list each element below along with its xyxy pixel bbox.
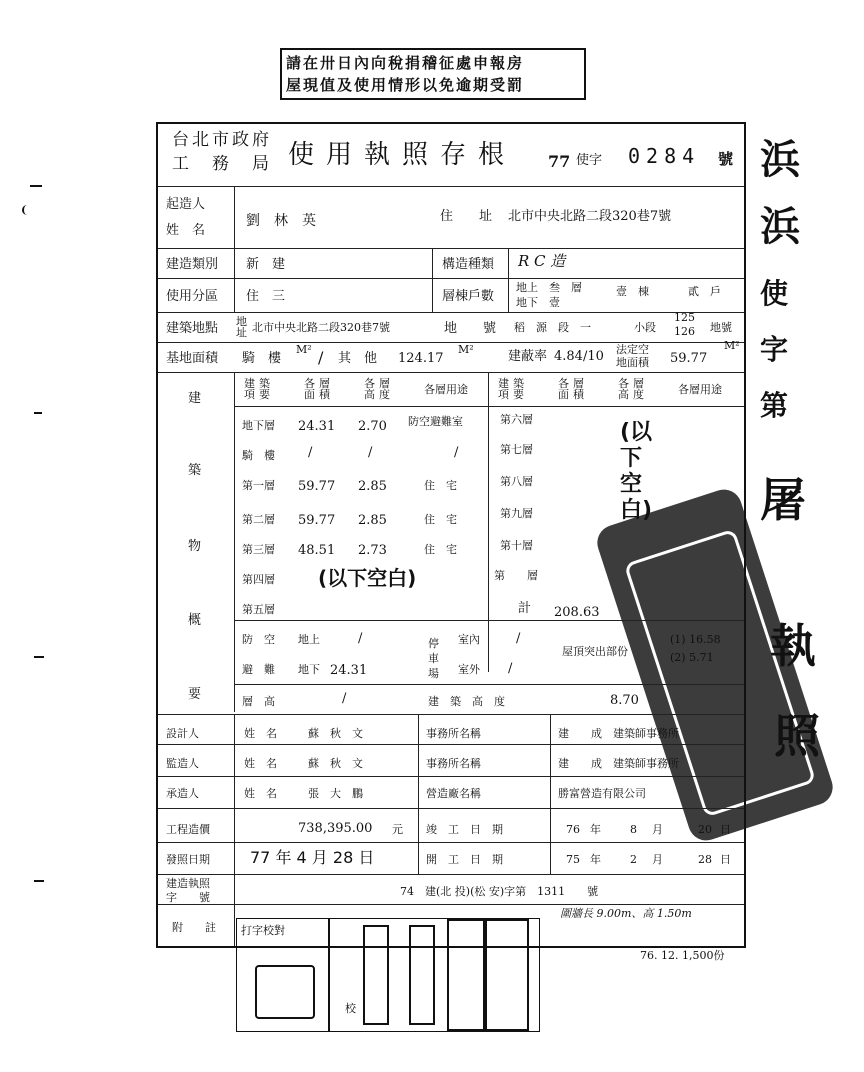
tax-notice-stamp xyxy=(280,48,586,100)
form-title: 使用執照存根 xyxy=(288,140,517,170)
remark-text: 圍牆長 9.00m、高 1.50m xyxy=(560,907,692,920)
cost-unit: 元 xyxy=(392,823,403,836)
label-office: 營造廠名稱 xyxy=(426,787,481,800)
floor-height-value: / xyxy=(342,691,347,706)
label-shelter-below: 地下 xyxy=(298,663,320,676)
floor-use: / xyxy=(454,445,459,460)
floors-above: 地上 叁 層 xyxy=(516,281,582,294)
arcade-area: / xyxy=(318,348,324,367)
seal-stamp-2 xyxy=(409,925,435,1025)
floor-label: 第三層 xyxy=(242,543,275,556)
office-name: 建 成 建築師事務所 xyxy=(558,727,679,740)
serial-label: 使字 xyxy=(576,153,603,168)
col-area: 各層面積 xyxy=(304,377,334,401)
col-items: 建築項要 xyxy=(244,377,274,401)
right-margin-text xyxy=(760,128,820,560)
notice-line-1: 請在卅日內向稅捐稽征處申報房 xyxy=(286,54,525,72)
margin-char: 使 xyxy=(760,277,789,310)
completion-year-unit: 年 xyxy=(590,823,601,836)
label-indoor: 室內 xyxy=(458,633,480,646)
owner-address: 北市中央北路二段320巷7號 xyxy=(508,209,672,224)
agency-name: 台北市政府 xyxy=(172,130,272,150)
label-base-area: 基地面積 xyxy=(166,351,219,366)
typist-seal xyxy=(255,965,315,1019)
notice-line-2: 屋現值及使用情形以免逾期受罰 xyxy=(286,76,525,94)
unit-m2: M² xyxy=(724,339,740,352)
margin-mark xyxy=(34,656,44,658)
site-address: 北市中央北路二段320巷7號 xyxy=(252,321,390,334)
person-name: 蘇 秋 文 xyxy=(308,727,363,740)
permit-year: 77 xyxy=(548,152,571,171)
permit-number: 74 建(北 投)(松 安)字第 1311 號 xyxy=(400,885,599,898)
start-month: 2 xyxy=(630,853,637,866)
margin-mark xyxy=(34,880,44,882)
label-total: 計 xyxy=(518,601,532,616)
label-person-name: 姓 名 xyxy=(244,787,277,800)
floor-label: 第二層 xyxy=(242,513,275,526)
floor-label-right: 第六層 xyxy=(500,413,533,426)
lot-suffix: 地號 xyxy=(710,321,732,334)
zone: 住 三 xyxy=(246,289,286,304)
label-person-name: 姓 名 xyxy=(244,727,277,740)
start-month-unit: 月 xyxy=(652,853,663,866)
margin-char: 浜 xyxy=(760,137,800,183)
label-completion: 竣 工 日 期 xyxy=(426,823,503,836)
label-legal-open-2: 地面積 xyxy=(616,356,649,369)
floor-height: / xyxy=(368,445,373,460)
label-office: 事務所名稱 xyxy=(426,727,481,740)
margin-char: 浜 xyxy=(760,204,800,250)
label-builder: 起造人 xyxy=(166,197,206,212)
label-floor-height: 層 高 xyxy=(242,695,275,708)
total-area: 208.63 xyxy=(554,605,600,620)
seal-stamp-4 xyxy=(485,919,529,1031)
margin-mark xyxy=(30,185,42,187)
start-year: 75 xyxy=(566,853,580,866)
col-items-right: 建築項要 xyxy=(498,377,528,401)
floor-label-right: 第八層 xyxy=(500,475,533,488)
label-lot: 地 號 xyxy=(444,321,497,336)
owner-name: 劉 林 英 xyxy=(246,213,316,229)
label-legal-open: 法定空 xyxy=(616,343,649,356)
label-issue-date: 發照日期 xyxy=(166,853,210,866)
floor-height: 2.70 xyxy=(358,419,387,434)
floor-label: 地下層 xyxy=(242,419,275,432)
label-site-addr: 地址 xyxy=(236,315,247,339)
label-zone: 使用分區 xyxy=(166,289,219,304)
blank-note-char: (以 xyxy=(620,420,653,445)
label-start-date: 開 工 日 期 xyxy=(426,853,503,866)
col-height: 各層高度 xyxy=(364,377,394,401)
label-building-height: 建 築 高 度 xyxy=(428,695,505,708)
issue-date: 77 年 4 月 28 日 xyxy=(250,848,375,867)
build-type: 新 建 xyxy=(246,257,286,272)
floor-use: 住 宅 xyxy=(424,513,457,526)
legal-open-area: 59.77 xyxy=(670,351,708,366)
floor-height: 2.73 xyxy=(358,543,387,558)
col-use: 各層用途 xyxy=(424,383,468,396)
floors-below: 地下 壹 xyxy=(516,296,560,309)
blank-note-char: 空 xyxy=(620,472,643,497)
building-height: 8.70 xyxy=(610,693,639,708)
start-year-unit: 年 xyxy=(590,853,601,866)
margin-char: 字 xyxy=(760,333,789,366)
margin-char: 屠 xyxy=(760,473,806,527)
floor-label: 第四層 xyxy=(242,573,275,586)
label-permit-2: 字 號 xyxy=(166,891,210,904)
margin-mark xyxy=(34,412,42,414)
side-label-char: 概 xyxy=(188,613,202,628)
label-build-type: 建造類別 xyxy=(166,257,219,272)
lot-number-2: 126 xyxy=(674,325,695,338)
col-use-right: 各層用途 xyxy=(678,383,722,396)
office-name: 建 成 建築師事務所 xyxy=(558,757,679,770)
label-shelter-b: 避 難 xyxy=(242,663,275,676)
label-coverage: 建蔽率 xyxy=(508,349,548,364)
label-roof: 屋頂突出部份 xyxy=(562,645,628,658)
label-role: 監造人 xyxy=(166,757,199,770)
coverage-ratio: 4.84/10 xyxy=(554,349,604,364)
side-label-char: 物 xyxy=(188,539,202,554)
seal-stamp-1 xyxy=(363,925,389,1025)
office-name: 勝富營造有限公司 xyxy=(558,787,646,800)
floor-height: 2.85 xyxy=(358,479,387,494)
structure-type: R C 造 xyxy=(518,252,566,270)
side-label-char: 要 xyxy=(188,687,202,702)
other-area: 124.17 xyxy=(398,351,444,366)
roof-area-2: (2) 5.71 xyxy=(670,651,714,664)
completion-day-unit: 日 xyxy=(720,823,731,836)
seal-stamp-3 xyxy=(447,919,485,1031)
label-structure: 構造種類 xyxy=(442,257,495,272)
unit-m2: M² xyxy=(296,343,312,356)
shelter-above: / xyxy=(358,631,363,646)
completion-month-unit: 月 xyxy=(652,823,663,836)
side-label-char: 建 xyxy=(188,391,202,406)
blank-note-char: 白) xyxy=(620,498,653,523)
floor-label: 第五層 xyxy=(242,603,275,616)
start-day-unit: 日 xyxy=(720,853,731,866)
margin-char: 第 xyxy=(760,389,789,422)
floor-label-right: 第九層 xyxy=(500,507,533,520)
completion-year: 76 xyxy=(566,823,580,836)
print-date: 76. 12. 1,500份 xyxy=(640,949,725,962)
margin-char: 照 xyxy=(774,709,820,763)
floor-label-right: 第十層 xyxy=(500,539,533,552)
label-parking: 停車場 xyxy=(428,637,439,680)
label-permit-1: 建造執照 xyxy=(166,877,210,890)
label-person-name: 姓 名 xyxy=(244,757,277,770)
floor-use: 住 宅 xyxy=(424,479,457,492)
label-shelter-above: 地上 xyxy=(298,633,320,646)
construction-cost: 738,395.00 xyxy=(298,821,373,836)
label-outdoor: 室外 xyxy=(458,663,480,676)
label-other-area: 其 他 xyxy=(338,351,378,366)
floor-label-right: 第 層 xyxy=(494,569,538,582)
floor-area: 48.51 xyxy=(298,543,336,558)
blank-note-right xyxy=(620,420,652,524)
label-owner-name: 姓 名 xyxy=(166,223,206,238)
unit-count: 貳 戶 xyxy=(688,285,721,298)
label-cost: 工程造價 xyxy=(166,823,210,836)
label-office: 事務所名稱 xyxy=(426,757,481,770)
label-role: 承造人 xyxy=(166,787,199,800)
blank-note-char: 下 xyxy=(620,446,643,471)
col-area-right: 各層面積 xyxy=(558,377,588,401)
shelter-below: 24.31 xyxy=(330,663,368,678)
label-role: 設計人 xyxy=(166,727,199,740)
floor-area: 59.77 xyxy=(298,513,336,528)
parking-outdoor: / xyxy=(508,661,513,676)
label-remark: 附 註 xyxy=(172,921,216,934)
label-floors: 層棟戶數 xyxy=(442,289,495,304)
roof-area-1: (1) 16.58 xyxy=(670,633,721,646)
floor-use: 住 宅 xyxy=(424,543,457,556)
side-label-char: 築 xyxy=(188,463,202,478)
label-site: 建築地點 xyxy=(166,321,219,336)
permit-form xyxy=(156,122,746,948)
floor-label-right: 第七層 xyxy=(500,443,533,456)
lot-number-1: 125 xyxy=(674,311,695,324)
blank-note-handwritten: (以下空白) xyxy=(318,566,417,590)
label-typist: 打字校對 xyxy=(241,924,285,937)
floor-label: 第一層 xyxy=(242,479,275,492)
start-day: 28 xyxy=(698,853,712,866)
serial-suffix: 號 xyxy=(718,150,734,168)
parking-indoor: / xyxy=(516,631,521,646)
floor-area: / xyxy=(308,445,313,460)
lot-section: 稻 源 段 一 xyxy=(514,321,591,334)
label-check: 校 xyxy=(345,1002,356,1015)
floor-area: 24.31 xyxy=(298,419,336,434)
serial-number: 0284 xyxy=(628,144,701,168)
col-height-right: 各層高度 xyxy=(618,377,648,401)
agency-bureau: 工 務 局 xyxy=(172,154,272,174)
completion-day: 20 xyxy=(698,823,712,836)
margin-mark xyxy=(22,205,32,215)
floor-use: 防空避難室 xyxy=(408,415,463,428)
person-name: 張 大 鵬 xyxy=(308,787,363,800)
label-arcade: 騎 樓 xyxy=(242,351,282,366)
floor-height: 2.85 xyxy=(358,513,387,528)
building-count: 壹 棟 xyxy=(616,285,649,298)
unit-m2: M² xyxy=(458,343,474,356)
label-sub-lot: 小段 xyxy=(634,321,656,334)
label-address: 住 址 xyxy=(440,209,493,224)
margin-char: 執 xyxy=(770,619,816,673)
completion-month: 8 xyxy=(630,823,637,836)
floor-label: 騎 樓 xyxy=(242,449,275,462)
person-name: 蘇 秋 文 xyxy=(308,757,363,770)
label-shelter-a: 防 空 xyxy=(242,633,275,646)
checker-box xyxy=(328,918,540,1032)
typist-box xyxy=(236,918,330,1032)
floor-area: 59.77 xyxy=(298,479,336,494)
